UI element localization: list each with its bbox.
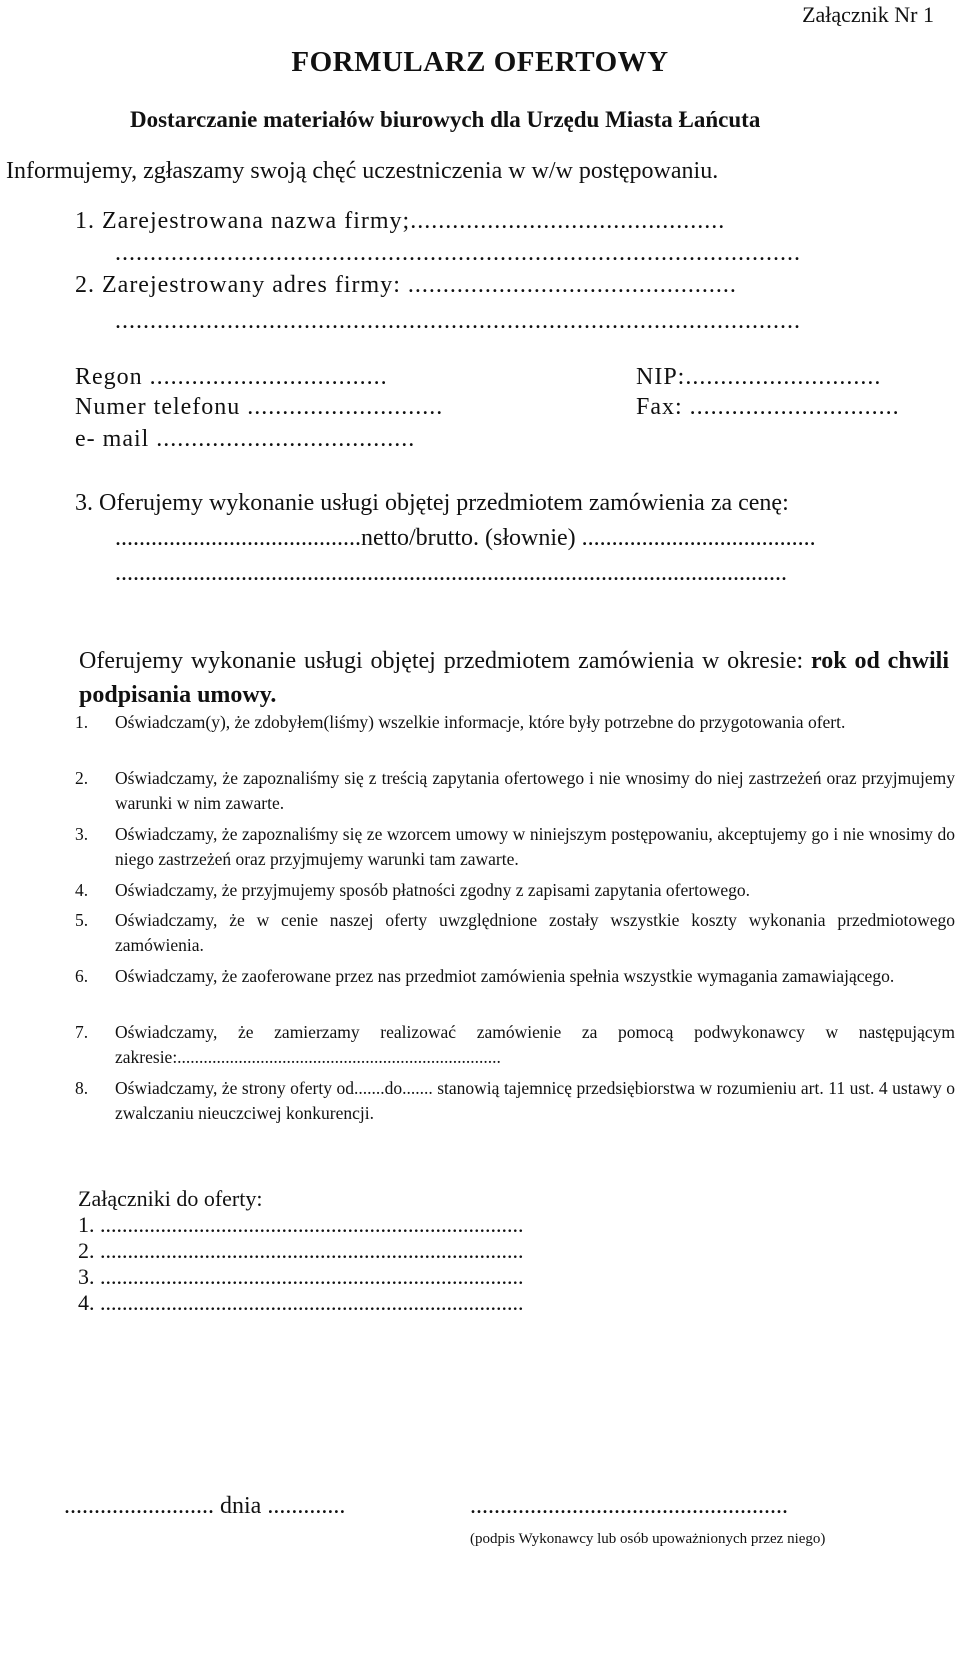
form-subtitle: Dostarczanie materiałów biurowych dla Urzędu Miasta Łańcuta [130, 107, 761, 132]
declaration-text: Oświadczamy, że strony oferty od.......do....... stanowią tajemnicę przedsiębiorstwa w rozumieniu art. 11 ust. 4 ustawy o zwalczaniu nieuczciwej konkurencji. [115, 1078, 955, 1123]
declaration-item [75, 766, 955, 816]
price-field-cont: ................................................................................................................ [115, 560, 787, 586]
declaration-number: 2. [75, 768, 89, 788]
declaration-number: 4. [75, 880, 89, 900]
declaration-text: Oświadczamy, że przyjmujemy sposób płatności zgodny z zapisami zapytania ofertowego. [115, 880, 750, 900]
attachment-item: 1. ............................................................................. [78, 1212, 524, 1237]
phone-field: Numer telefonu ............................ [75, 394, 444, 420]
company-address-field-cont: .................................................................................................. [115, 308, 801, 334]
price-field: .........................................netto/brutto. (słownie) ....................................... [115, 525, 816, 551]
declaration-number: 6. [75, 966, 89, 986]
declaration-number: 8. [75, 1078, 89, 1098]
attachment-item: 4. ............................................................................. [78, 1290, 524, 1315]
company-address-field: 2. Zarejestrowany adres firmy: ............................................... [75, 272, 737, 298]
date-line: ......................... dnia ............. [64, 1493, 346, 1519]
declaration-item [75, 822, 955, 872]
declaration-text: Oświadczamy, że zapoznaliśmy się ze wzorcem umowy w niniejszym postępowaniu, akceptujemy go i nie wnosimy do niego zastrzeżeń oraz przyjmujemy warunki tam zawarte. [115, 824, 955, 869]
company-name-field: 1. Zarejestrowana nazwa firmy;............................................. [75, 208, 726, 234]
declaration-item [75, 1020, 955, 1070]
declaration-text: Oświadczamy, że w cenie naszej oferty uwzględnione zostały wszystkie koszty wykonania przedmiotowego zamówienia. [115, 910, 955, 955]
attachment-item: 2. ............................................................................. [78, 1238, 524, 1263]
form-title: FORMULARZ OFERTOWY [291, 46, 669, 78]
attachment-item: 3. ............................................................................. [78, 1264, 524, 1289]
declaration-item [75, 710, 955, 735]
signature-caption: (podpis Wykonawcy lub osób upoważnionych przez niego) [470, 1531, 826, 1547]
declaration-item [75, 1076, 955, 1126]
declaration-item [75, 908, 955, 958]
period-bold: rok od chwili podpisania umowy. [79, 648, 950, 708]
email-field: e- mail ..................................... [75, 426, 416, 452]
declaration-text: Oświadczam(y), że zdobyłem(liśmy) wszelkie informacje, które były potrzebne do przygotowania ofert. [115, 712, 846, 732]
intro-text: Informujemy, zgłaszamy swoją chęć uczestniczenia w w/w postępowaniu. [6, 158, 719, 184]
nip-field: NIP:............................ [636, 364, 882, 390]
declaration-number: 3. [75, 824, 89, 844]
declaration-number: 5. [75, 910, 89, 930]
signature-line: ..................................................... [470, 1493, 788, 1519]
regon-field: Regon .................................. [75, 364, 388, 390]
period-text: Oferujemy wykonanie usługi objętej przedmiotem zamówienia w okresie: [79, 648, 812, 674]
declaration-number: 7. [75, 1022, 89, 1042]
declaration-text: Oświadczamy, że zaoferowane przez nas przedmiot zamówienia spełnia wszystkie wymagania zamawiającego. [115, 966, 895, 986]
company-name-field-cont: .................................................................................................. [115, 240, 801, 266]
period-paragraph [79, 644, 949, 712]
declaration-item [75, 878, 955, 903]
price-label: 3. Oferujemy wykonanie usługi objętej przedmiotem zamówienia za cenę: [75, 490, 789, 516]
declaration-number: 1. [75, 712, 89, 732]
annex-label: Załącznik Nr 1 [802, 2, 934, 27]
attachments-heading: Załączniki do oferty: [78, 1186, 263, 1211]
declaration-text: Oświadczamy, że zapoznaliśmy się z treścią zapytania ofertowego i nie wnosimy do niej zastrzeżeń oraz przyjmujemy warunki w nim zawarte. [115, 768, 955, 813]
declaration-text: Oświadczamy, że zamierzamy realizować zamówienie za pomocą podwykonawcy w następującym zakresie:.......................................................................... [115, 1022, 955, 1067]
fax-field: Fax: .............................. [636, 394, 900, 420]
declaration-item [75, 964, 955, 989]
